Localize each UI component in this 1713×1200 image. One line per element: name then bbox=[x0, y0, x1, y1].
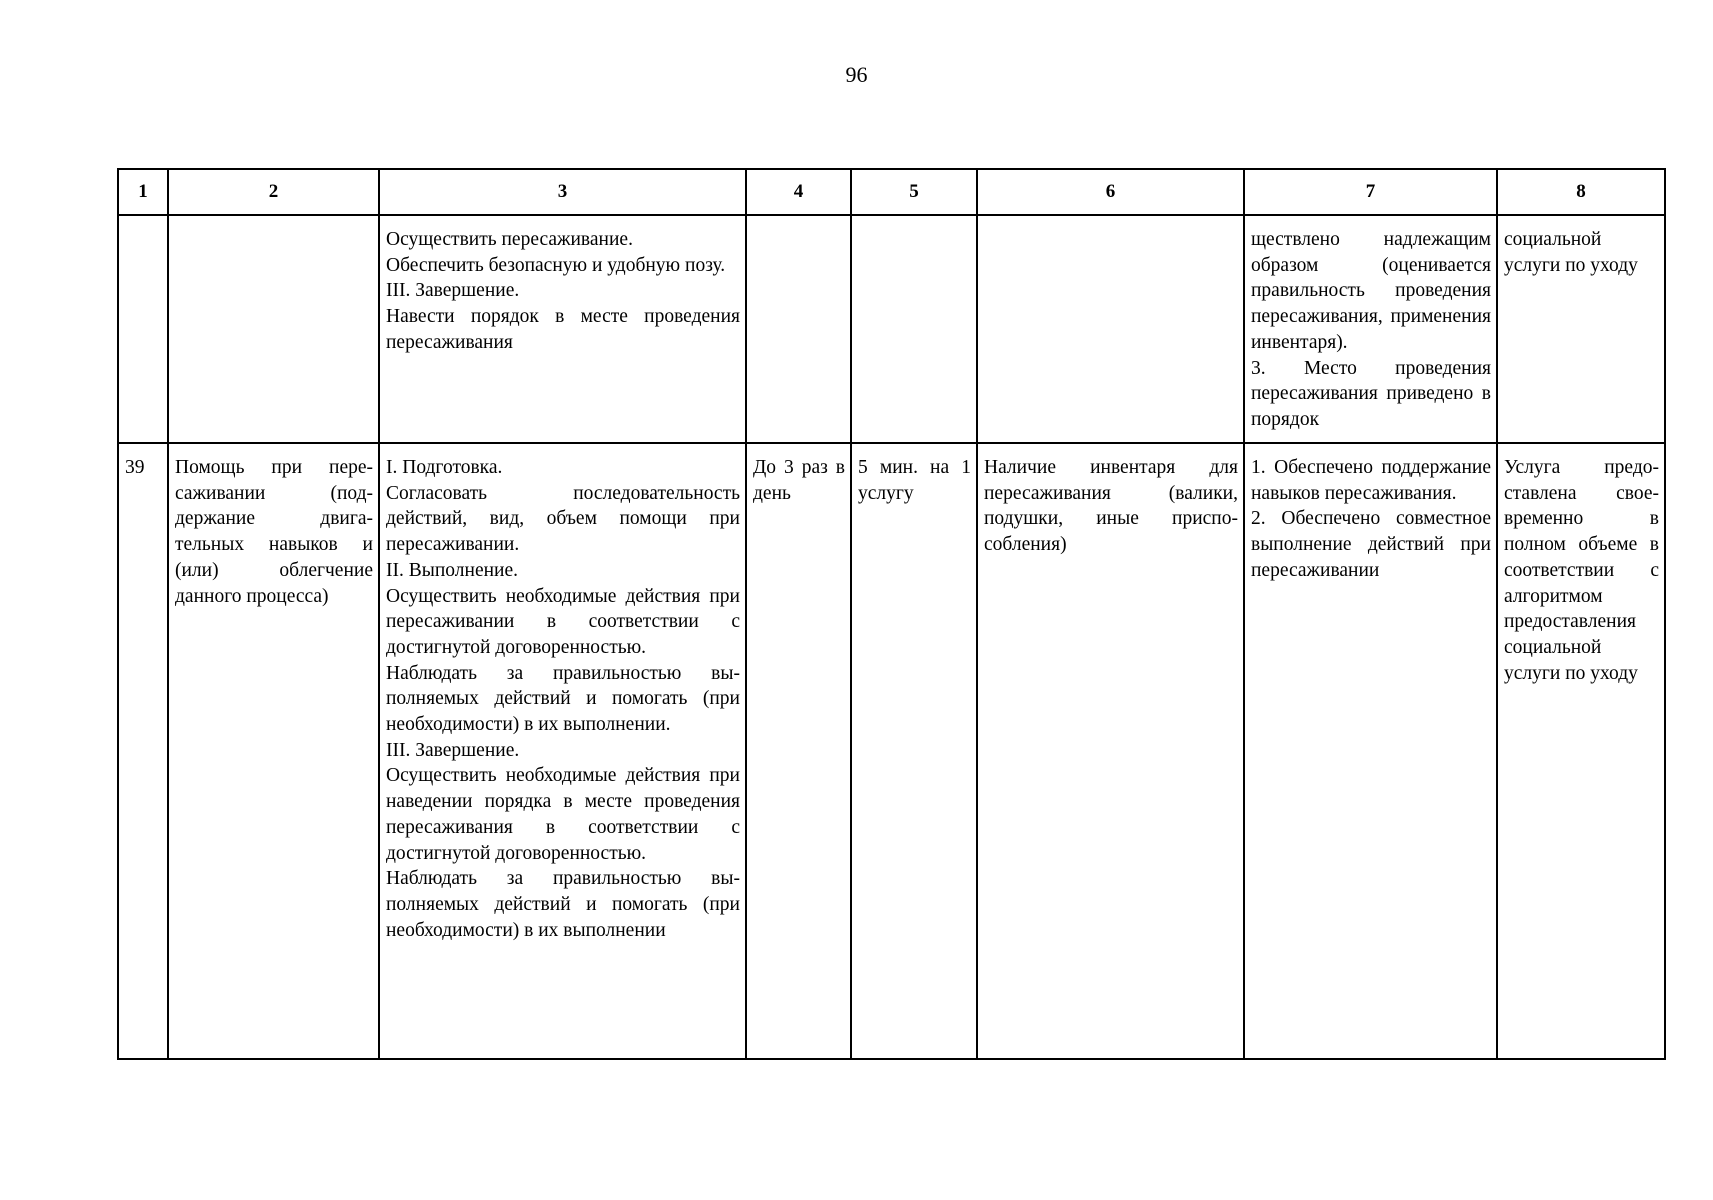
service-name-cell: Помощь при пересаживании (поддержание двигательных навыков и (или) облегчение данного процесса) bbox=[168, 443, 379, 1059]
conditions-cell: Наличие инвентаря для пересаживания (валики, подушки, иные приспособления) bbox=[977, 443, 1244, 1059]
page-number: 96 bbox=[845, 62, 868, 87]
table-row bbox=[118, 215, 1665, 443]
column-number-header: 3 bbox=[379, 169, 746, 215]
frequency-cell: До 3 раз в день bbox=[746, 443, 851, 1059]
cell-paragraph: Осуществить пересаживание. bbox=[386, 229, 633, 250]
row-number-cell bbox=[118, 215, 168, 443]
duration-cell bbox=[851, 215, 977, 443]
cell-paragraph: 2. Обеспечено совместное выполнение действий при пересаживании bbox=[1251, 508, 1491, 581]
column-number-header: 6 bbox=[977, 169, 1244, 215]
column-number-header: 5 bbox=[851, 169, 977, 215]
column-number-header: 4 bbox=[746, 169, 851, 215]
cell-paragraph: Осуществить необходимые действия при пересаживании в соответствии с достигнутой договоренностью. bbox=[386, 585, 740, 658]
cell-paragraph: 3. Место проведения пересаживания приведено в порядок bbox=[1251, 357, 1491, 430]
cell-paragraph: Осуществить необходимые действия при наведении порядка в месте проведения пересаживания в соответствии с достигнутой договоренностью. bbox=[386, 765, 740, 864]
cell-paragraph: Обеспечить безопасную и удобную позу. bbox=[386, 254, 726, 276]
cell-paragraph: 1. Обеспечено поддержание навыков пересаживания. bbox=[1251, 457, 1491, 504]
service-description-cell bbox=[379, 443, 746, 1059]
evaluation-cell: Услуга предоставлена своевременно в полном объеме в соответствии с алгоритмом предоставления социальной услуги по уходу bbox=[1497, 443, 1665, 1059]
row-number-cell: 39 bbox=[118, 443, 168, 1059]
duration-cell: 5 мин. на 1 услугу bbox=[851, 443, 977, 1059]
column-number-header: 7 bbox=[1244, 169, 1497, 215]
services-table bbox=[117, 168, 1666, 1060]
column-number-header: 8 bbox=[1497, 169, 1665, 215]
service-name-cell bbox=[168, 215, 379, 443]
cell-paragraph: II. Выполнение. bbox=[386, 559, 518, 581]
column-number-header: 2 bbox=[168, 169, 379, 215]
quality-indicators-cell bbox=[1244, 215, 1497, 443]
cell-paragraph: ществлено надлежащим образом (оценивается правильность проведения пересаживания, применения инвентаря). bbox=[1251, 229, 1491, 353]
cell-paragraph: III. Завершение. bbox=[386, 739, 520, 761]
cell-paragraph: Наблюдать за правильностью выполняемых действий и помогать (при необходимости) в их выполнении bbox=[386, 868, 740, 941]
quality-indicators-cell bbox=[1244, 443, 1497, 1059]
frequency-cell bbox=[746, 215, 851, 443]
cell-paragraph: Наблюдать за правильностью выполняемых действий и помогать (при необходимости) в их выполнении. bbox=[386, 662, 740, 736]
table-header-row bbox=[118, 169, 1665, 215]
cell-paragraph: Навести порядок в месте проведения пересаживания bbox=[386, 306, 740, 353]
service-description-cell bbox=[379, 215, 746, 443]
column-number-header: 1 bbox=[118, 169, 168, 215]
cell-paragraph: III. Завершение. bbox=[386, 280, 520, 302]
table-row bbox=[118, 443, 1665, 1059]
cell-paragraph: Согласовать последовательность действий, вид, объем помощи при пересаживании. bbox=[386, 482, 740, 556]
evaluation-cell: социальной услуги по уходу bbox=[1497, 215, 1665, 443]
conditions-cell bbox=[977, 215, 1244, 443]
cell-paragraph: I. Подготовка. bbox=[386, 457, 503, 478]
